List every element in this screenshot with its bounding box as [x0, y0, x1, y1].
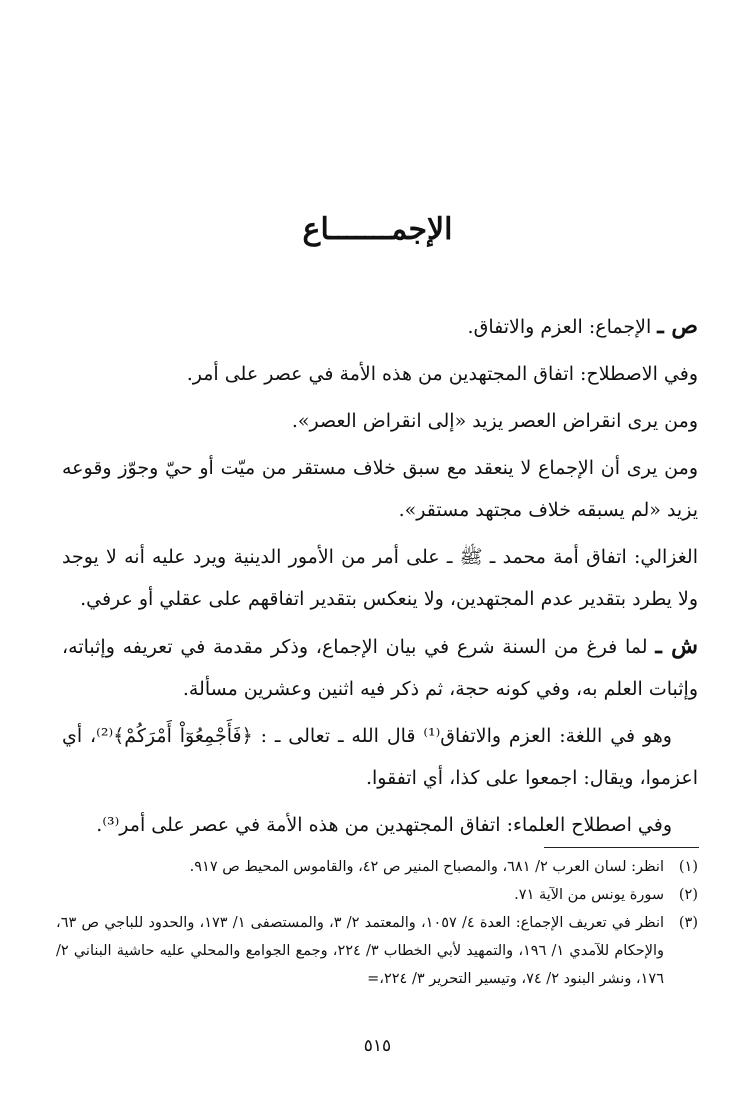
footnote-text: انظر: لسان العرب ٢/ ٦٨١، والمصباح المنير ص ٤٢، والقاموس المحيط ص ٩١٧.	[189, 859, 664, 875]
footnote	[56, 853, 698, 881]
paragraph	[62, 715, 698, 799]
footnote	[56, 881, 698, 909]
paragraph	[62, 625, 698, 710]
paragraph-text: لما فرغ من السنة شرع في بيان الإجماع، وذكر مقدمة في تعريفه وإثباته، وإثبات العلم به، وفي كونه حجة، ثم ذكر فيه اثنين وعشرين مسألة.	[62, 636, 698, 700]
paragraph-text: ومن يرى انقراض العصر يزيد «إلى انقراض العصر».	[291, 410, 698, 432]
footnote-number: (٢)	[678, 887, 698, 903]
paragraph-marker: ص ـ	[657, 313, 698, 339]
footnote	[56, 909, 698, 993]
footnote-divider	[544, 847, 699, 848]
footnotes	[56, 853, 698, 993]
paragraph	[62, 536, 698, 620]
footnote-text: سورة يونس من الآية ٧١.	[514, 887, 664, 903]
paragraph-text: ومن يرى أن الإجماع لا ينعقد مع سبق خلاف مستقر من ميّت أو حيّ وجوّز وقوعه يزيد «لم يسبقه خلاف مجتهد مستقر».	[62, 457, 698, 521]
footnote-text: انظر في تعريف الإجماع: العدة ٤/ ١٠٥٧، والمعتمد ٢/ ٣، والمستصفى ١/ ١٧٣، والحدود للباجي ص ٦٣، والإحكام للآمدي ١/ ١٩٦، والتمهيد لأبي الخطاب ٣/ ٢٢٤، وجمع الجوامع والمحلي عليه حاشية البناني ٢/ ١٧٦، ونشر البنود ٢/ ٧٤، وتيسير التحرير ٣/ ٢٢٤،=	[56, 915, 665, 987]
main-text	[62, 305, 698, 851]
paragraph-text: الإجماع: العزم والاتفاق.	[467, 316, 652, 338]
footnote-number: (٣)	[678, 915, 698, 931]
paragraph	[62, 305, 698, 348]
paragraph	[62, 804, 698, 846]
paragraph-marker: ش ـ	[655, 633, 698, 659]
paragraph	[62, 447, 698, 531]
paragraph-text: وفي اصطلاح العلماء: اتفاق المجتهدين من هذه الأمة في عصر على أمر⁽³⁾.	[96, 814, 672, 836]
footnote-number: (١)	[678, 859, 698, 875]
paragraph-text: وهو في اللغة: العزم والاتفاق⁽¹⁾ قال الله ـ تعالى ـ : ﴿فَأَجْمِعُوٓاْ أَمْرَكُمْ﴾⁽²⁾، أي اعزموا، ويقال: اجمعوا على كذا، أي اتفقوا.	[62, 725, 698, 789]
paragraph	[62, 400, 698, 442]
paragraph-text: الغزالي: اتفاق أمة محمد ـ ﷺ ـ على أمر من الأمور الدينية ويرد عليه أنه لا يوجد ولا يطرد بتقدير عدم المجتهدين، ولا ينعكس بتقدير اتفاقهم على عقلي أو عرفي.	[62, 546, 698, 610]
page-number: ٥١٥	[363, 1036, 392, 1056]
paragraph-text: وفي الاصطلاح: اتفاق المجتهدين من هذه الأمة في عصر على أمر.	[186, 363, 698, 385]
paragraph	[62, 353, 698, 395]
chapter-title: الإجمـــــــاع	[302, 212, 453, 247]
